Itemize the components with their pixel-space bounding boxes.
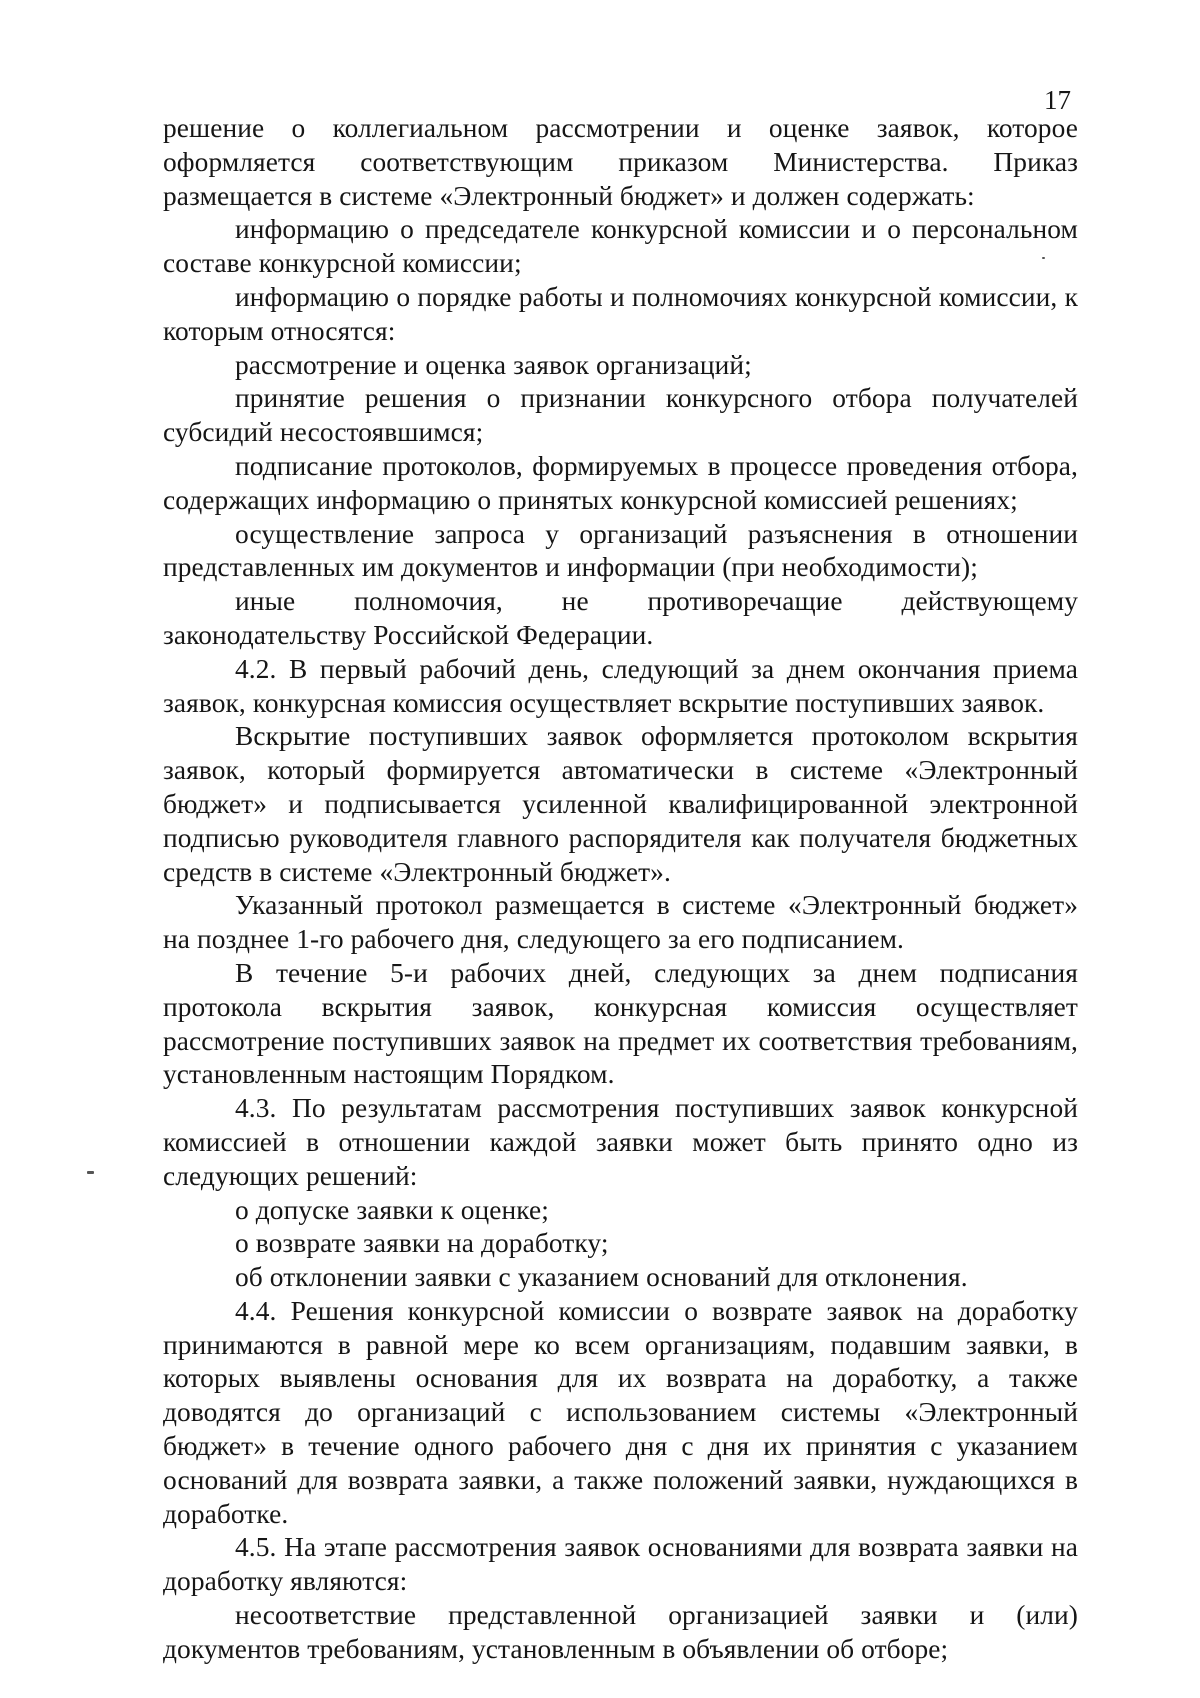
paragraph: иные полномочия, не противоречащие действующему законодательству Российской Федерации. [163,586,1078,650]
scan-speck [1042,257,1045,259]
paragraph: рассмотрение и оценка заявок организаций; [235,349,752,380]
paragraph: В течение 5-и рабочих дней, следующих за днем подписания протокола вскрытия заявок, конкурсная комиссия осуществляет рассмотрение поступивших заявок на предмет их соответствия требованиям, установленным настоящим Порядком. [163,957,1078,1090]
page-number: 17 [1044,85,1071,115]
paragraph: решение о коллегиальном рассмотрении и оценке заявок, которое оформляется соответствующим приказом Министерства. Приказ размещается в системе «Электронный бюджет» и должен содержать: [163,113,1078,211]
paragraph: информацию о порядке работы и полномочиях конкурсной комиссии, к которым относятся: [163,281,1078,346]
paragraph: несоответствие представленной организацией заявки и (или) документов требованиям, установленным в объявлении об отборе; [163,1600,1078,1664]
paragraph: Указанный протокол размещается в системе «Электронный бюджет» на позднее 1-го рабочего дня, следующего за его подписанием. [163,890,1078,955]
paragraph: 4.5. На этапе рассмотрения заявок основаниями для возврата заявки на доработку являются: [163,1532,1078,1597]
paragraph: 4.4. Решения конкурсной комиссии о возврате заявок на доработку принимаются в равной мере ко всем организациям, подавшим заявки, в которых выявлены основания для их возврата на доработку, а также доводятся до организаций с использованием системы «Электронный бюджет» в течение одного рабочего дня с дня их принятия с указанием оснований для возврата заявки, а также положений заявки, нуждающихся в доработке. [163,1295,1078,1529]
paragraph: подписание протоколов, формируемых в процессе проведения отбора, содержащих информацию о принятых конкурсной комиссией решениях; [163,450,1078,515]
paragraph: Вскрытие поступивших заявок оформляется протоколом вскрытия заявок, который формируется автоматически в системе «Электронный бюджет» и подписывается усиленной квалифицированной электронной подписью руководителя главного распорядителя как получателя бюджетных средств в системе «Электронный бюджет». [163,721,1078,887]
paragraph: принятие решения о признании конкурсного отбора получателей субсидий несостоявшимся; [163,383,1078,448]
paragraph: о возврате заявки на доработку; [235,1228,609,1259]
paragraph: об отклонении заявки с указанием оснований для отклонения. [235,1262,968,1293]
paragraph: 4.3. По результатам рассмотрения поступивших заявок конкурсной комиссией в отношении каждой заявки может быть принято одно из следующих решений: [163,1093,1078,1191]
paragraph: 4.2. В первый рабочий день, следующий за днем окончания приема заявок, конкурсная комиссия осуществляет вскрытие поступивших заявок. [163,653,1078,718]
paragraph: о допуске заявки к оценке; [235,1194,549,1225]
paragraph: осуществление запроса у организаций разъяснения в отношении представленных им документов и информации (при необходимости); [163,518,1078,583]
paragraph: информацию о председателе конкурсной комиссии и о персональном составе конкурсной комиссии; [163,214,1078,279]
document-body [163,112,1078,1667]
scan-speck [87,1171,94,1174]
